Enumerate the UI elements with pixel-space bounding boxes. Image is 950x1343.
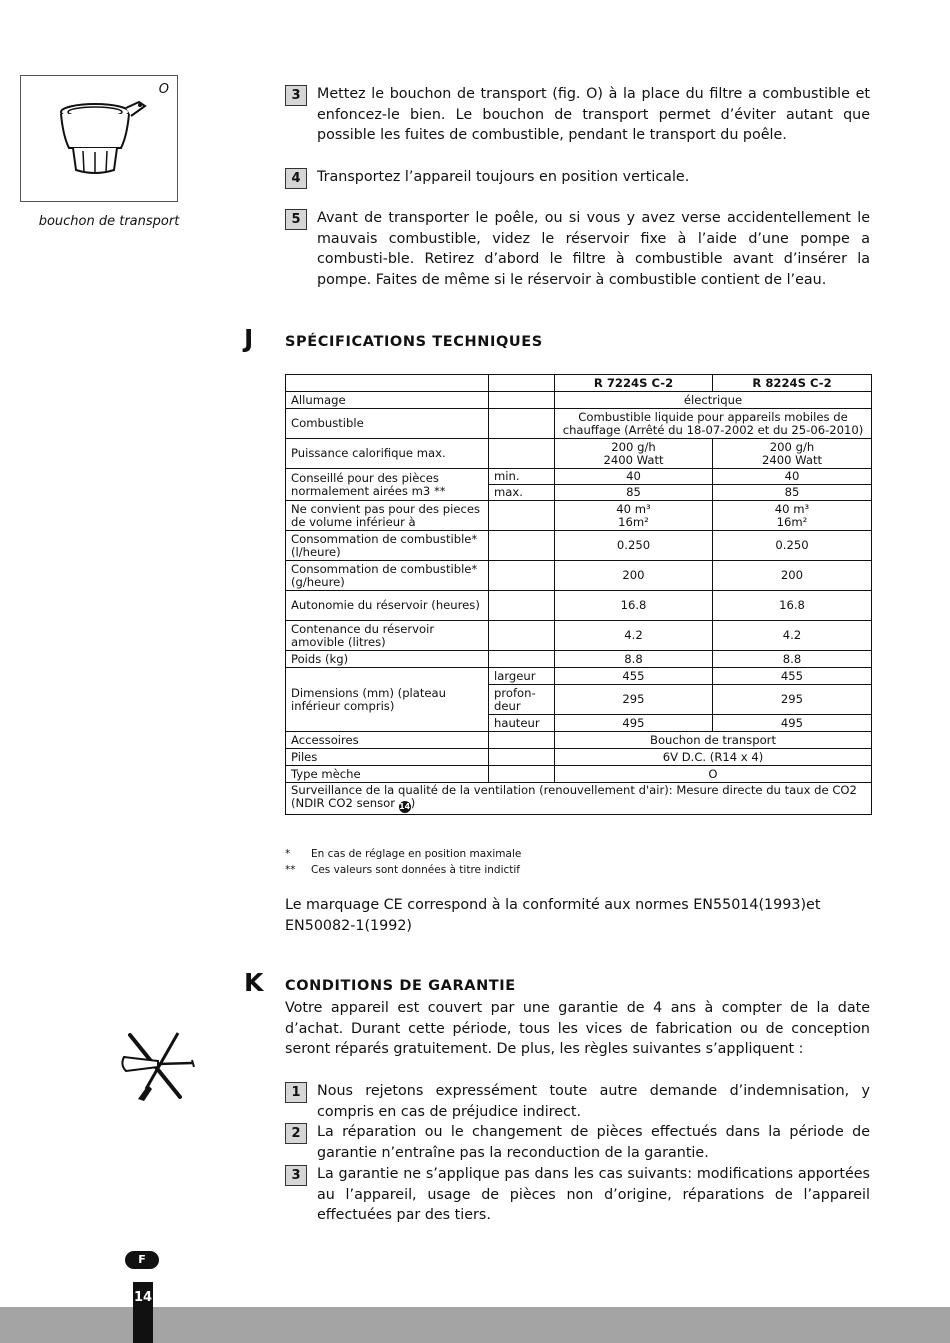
step-text: Transportez l’appareil toujours en position verticale. — [317, 169, 690, 185]
table-row-conseille-min: Conseillé pour des pièces normalement airées m3 ** min. 40 40 — [286, 469, 872, 485]
transport-cap-illustration — [21, 76, 177, 201]
step-text: La réparation ou le changement de pièces effectués dans la période de garantie n’entraîne pas la reconduction de la garantie. — [317, 1124, 870, 1161]
table-row-poids: Poids (kg) 8.8 8.8 — [286, 651, 872, 668]
figure-o-box — [20, 75, 178, 202]
warranty-step-3 — [285, 1164, 870, 1226]
warranty-step-2 — [285, 1122, 870, 1163]
table-row-piles: Piles 6V D.C. (R14 x 4) — [286, 749, 872, 766]
step-text: Mettez le bouchon de transport (fig. O) à la place du filtre a combustible et enfoncez-le bien. Le bouchon de transport permet d’éviter autant que possible les fuites de combustible, pendant le transport du poêle. — [317, 86, 870, 144]
step-number: 4 — [285, 168, 307, 189]
section-k-letter: K — [244, 968, 264, 997]
table-header-row — [286, 375, 872, 392]
step-3 — [285, 84, 870, 146]
language-badge: F — [125, 1251, 159, 1269]
specifications-table — [285, 374, 872, 815]
step-text: La garantie ne s’applique pas dans les cas suivants: modifications apportées au l’appareil, usage de pièces non d’origine, réparations de l’appareil effectuées par des tiers. — [317, 1166, 870, 1224]
table-row-combustible: Combustible Combustible liquide pour appareils mobiles de chauffage (Arrêté du 18-07-2002 et du 25-06-2010) — [286, 409, 872, 439]
step-4 — [285, 167, 870, 188]
section-j-letter: J — [244, 324, 254, 353]
table-row-contenance: Contenance du réservoir amovible (litres) 4.2 4.2 — [286, 621, 872, 651]
table-row-dim-largeur: Dimensions (mm) (plateau inférieur compris) largeur 455 455 — [286, 668, 872, 685]
table-row-allumage: Allumage électrique — [286, 392, 872, 409]
step-5 — [285, 208, 870, 290]
section-j-title: SPÉCIFICATIONS TECHNIQUES — [285, 334, 543, 350]
step-number: 3 — [285, 1165, 307, 1186]
figure-letter: O — [158, 82, 169, 97]
table-row-accessoires: Accessoires Bouchon de transport — [286, 732, 872, 749]
step-text: Avant de transporter le poêle, ou si vous y avez verse accidentellement le mauvais combustible, videz le réservoir fixe à l’aide d’une pompe a combusti-ble. Retirez d’abord le filtre à combustible avant d’insérer la pompe. Faites de même si le réservoir à combustible contient de l’eau. — [317, 210, 870, 288]
table-row-puissance: Puissance calorifique max. 200 g/h 2400 Watt 200 g/h 2400 Watt — [286, 439, 872, 469]
table-row-dim-profondeur: profon-deur 295 295 — [286, 685, 872, 715]
model-1-header: R 7224S C-2 — [555, 375, 713, 392]
table-row-surveillance: Surveillance de la qualité de la ventilation (renouvellement d'air): Mesure directe du taux de CO2 (NDIR CO2 sensor 14) — [286, 783, 872, 815]
reference-badge: 14 — [399, 801, 411, 811]
table-row-autonomie: Autonomie du réservoir (heures) 16.8 16.8 — [286, 591, 872, 621]
table-row-type-meche: Type mèche O — [286, 766, 872, 783]
step-text: Nous rejetons expressément toute autre demande d’indemnisation, y compris en cas de préjudice indirect. — [317, 1083, 870, 1120]
footnotes — [285, 846, 521, 878]
page-number: 14 — [133, 1290, 153, 1305]
table-row-conso-g: Consommation de combustible* (g/heure) 200 200 — [286, 561, 872, 591]
footnote: ** Ces valeurs sont données à titre indictif — [285, 864, 521, 876]
footnote: * En cas de réglage en position maximale — [285, 848, 522, 860]
figure-caption: bouchon de transport — [38, 214, 180, 229]
section-k-title: CONDITIONS DE GARANTIE — [285, 978, 516, 994]
warranty-step-1 — [285, 1081, 870, 1122]
warranty-intro: Votre appareil est couvert par une garantie de 4 ans à compter de la date d’achat. Durant cette période, tous les vices de fabrication ou de conception seront réparés gratuitement. De plus, les règles suivantes s’appliquent : — [285, 1000, 870, 1058]
table-row-conseille-max: max. 85 85 — [286, 485, 872, 501]
step-number: 3 — [285, 85, 307, 106]
step-number: 1 — [285, 1082, 307, 1103]
model-2-header: R 8224S C-2 — [713, 375, 872, 392]
step-number: 5 — [285, 209, 307, 230]
ce-marking-text: Le marquage CE correspond à la conformité aux normes EN55014(1993)et EN50082-1(1992) — [285, 897, 821, 934]
table-row-ne-convient: Ne convient pas pour des pieces de volume inférieur à 40 m³ 16m² 40 m³ 16m² — [286, 501, 872, 531]
no-tools-icon — [118, 1027, 198, 1105]
step-number: 2 — [285, 1123, 307, 1144]
table-row-dim-hauteur: hauteur 495 495 — [286, 715, 872, 732]
table-row-conso-l: Consommation de combustible* (l/heure) 0.250 0.250 — [286, 531, 872, 561]
